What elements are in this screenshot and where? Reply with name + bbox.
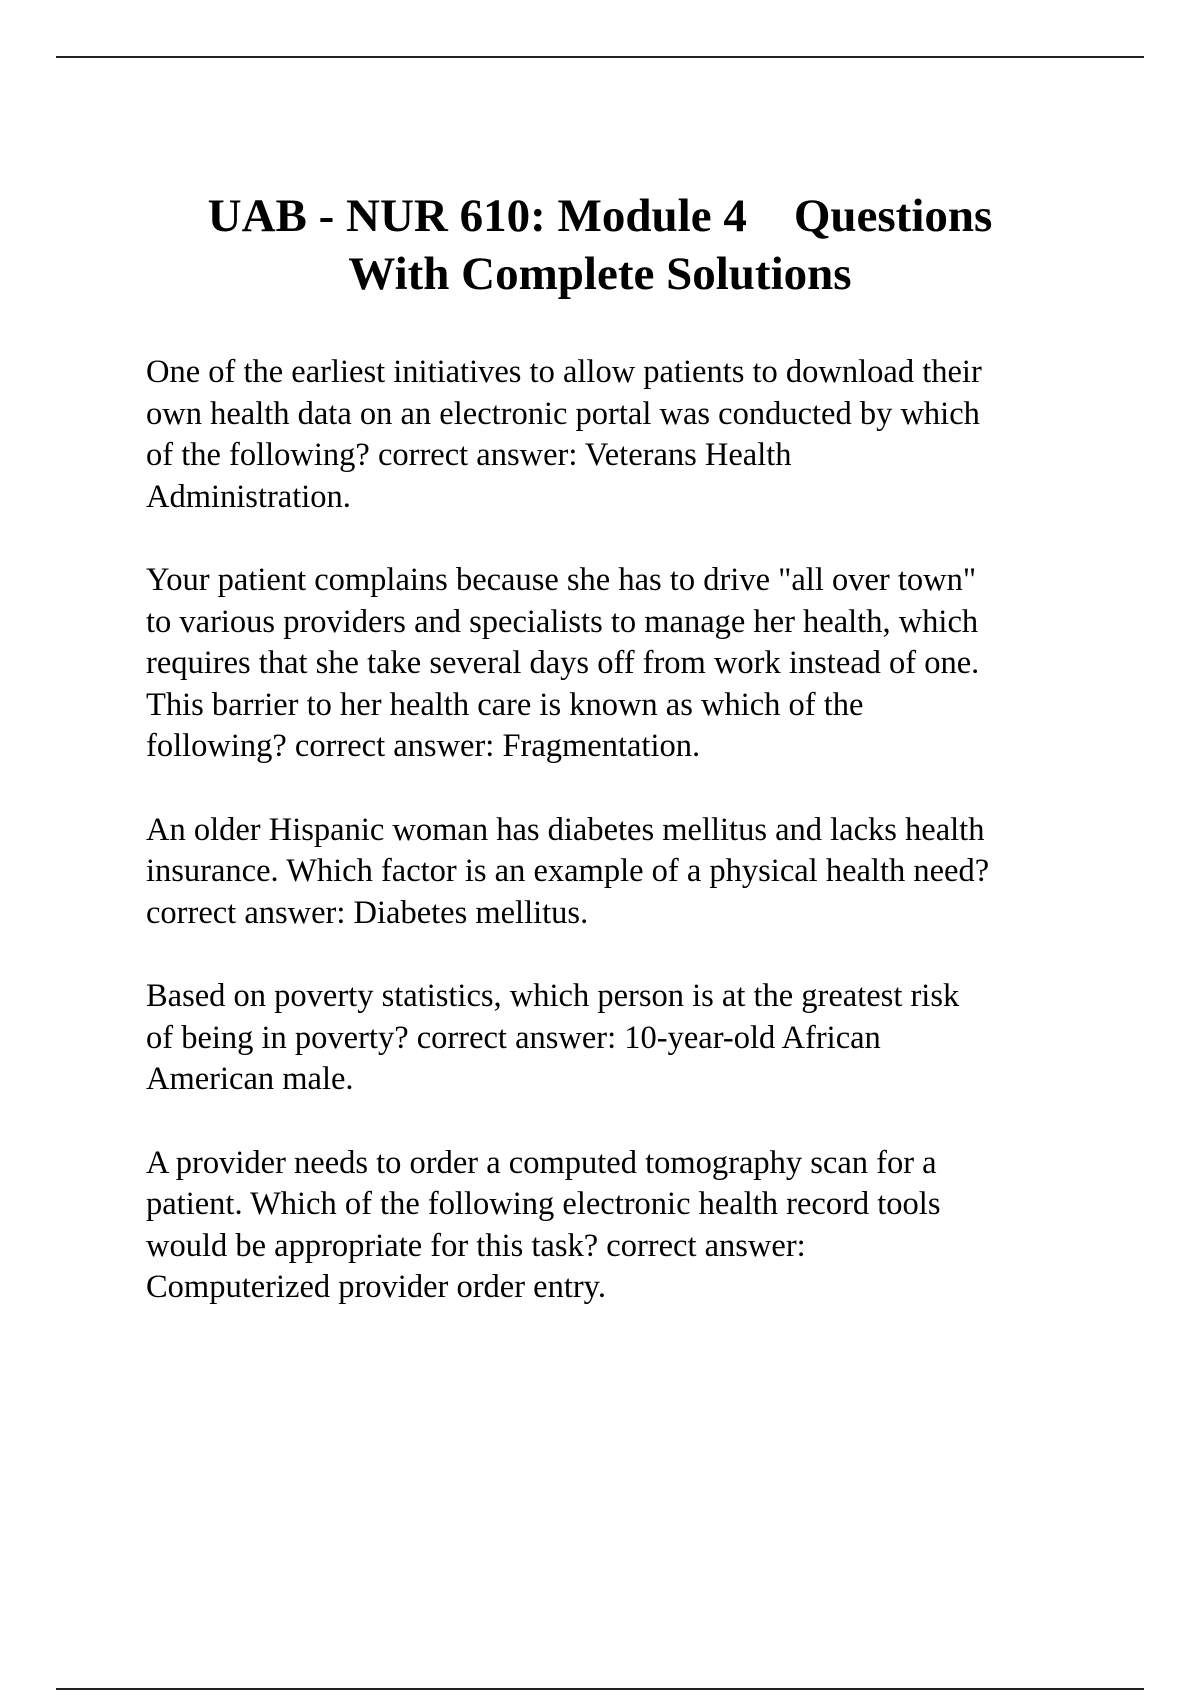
- question-line: to various providers and specialists to manage her health, which: [146, 603, 979, 640]
- top-rule: [56, 56, 1144, 58]
- question-line: A provider needs to order a computed tomography scan for a: [146, 1144, 937, 1181]
- question-list: [146, 352, 1106, 1351]
- question-line: would be appropriate for this task? correct answer:: [146, 1227, 806, 1264]
- question-line: following? correct answer: Fragmentation.: [146, 728, 701, 764]
- question-line: Computerized provider order entry.: [146, 1269, 606, 1305]
- question-line: One of the earliest initiatives to allow patients to download their: [146, 354, 982, 390]
- question-line: Administration.: [146, 478, 351, 515]
- bottom-rule: [56, 1688, 1144, 1690]
- title-line: UAB - NUR 610: Module 4 Questions: [207, 190, 993, 242]
- question-item: [146, 810, 1106, 935]
- question-line: requires that she take several days off from work instead of one.: [146, 645, 980, 681]
- question-item: [146, 1143, 1106, 1309]
- question-line: correct answer: Diabetes mellitus.: [146, 894, 589, 931]
- question-line: insurance. Which factor is an example of a physical health need?: [146, 853, 990, 889]
- question-item: [146, 352, 1106, 518]
- page-title: [0, 187, 1200, 303]
- title-line: With Complete Solutions: [348, 248, 852, 300]
- question-line: Your patient complains because she has to drive "all over town": [146, 562, 977, 598]
- question-item: [146, 560, 1106, 768]
- question-line: of the following? correct answer: Veterans Health: [146, 437, 792, 473]
- question-line: own health data on an electronic portal was conducted by which: [146, 395, 980, 432]
- question-line: American male.: [146, 1061, 354, 1097]
- question-line: patient. Which of the following electronic health record tools: [146, 1186, 941, 1222]
- question-item: [146, 976, 1106, 1101]
- question-line: This barrier to her health care is known as which of the: [146, 686, 864, 723]
- question-line: Based on poverty statistics, which person is at the greatest risk: [146, 978, 960, 1014]
- question-line: An older Hispanic woman has diabetes mellitus and lacks health: [146, 811, 985, 848]
- question-line: of being in poverty? correct answer: 10-year-old African: [146, 1019, 881, 1056]
